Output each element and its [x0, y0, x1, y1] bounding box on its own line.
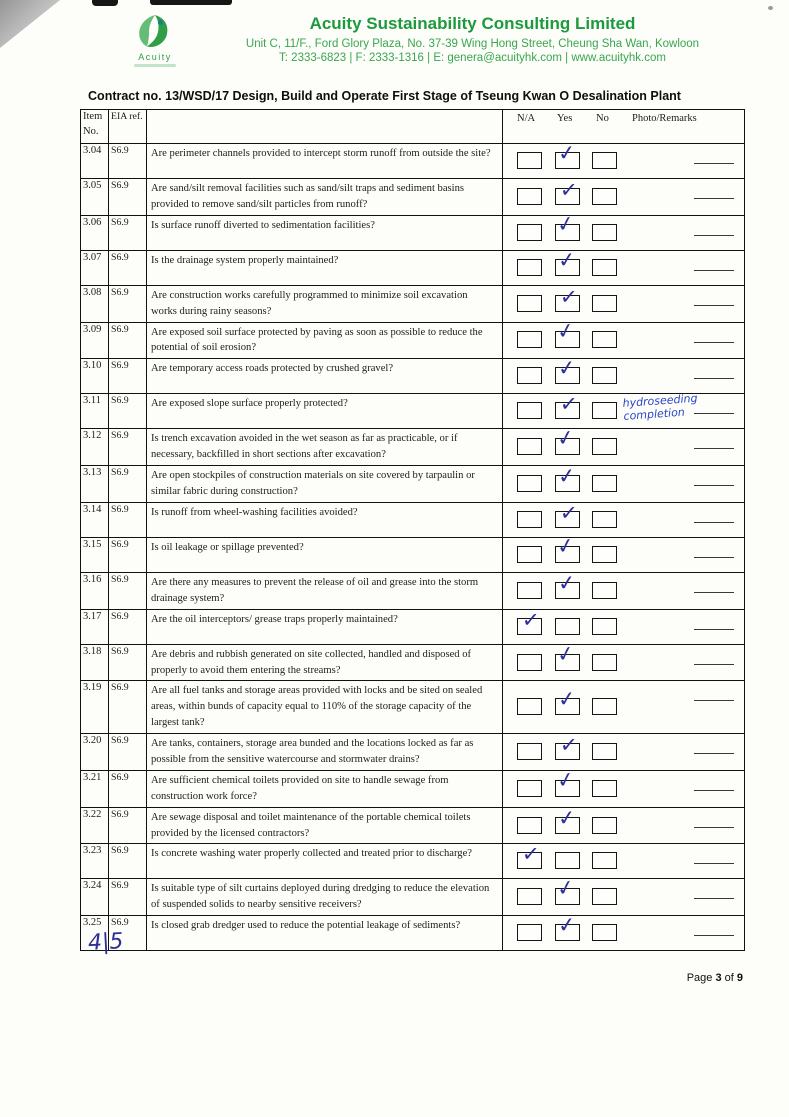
eia-ref: S6.9 [109, 216, 147, 250]
item-no: 3.12 [81, 429, 109, 465]
remarks-underline [694, 198, 734, 199]
header-eia-ref: EIA ref. [109, 110, 147, 143]
eia-ref: S6.9 [109, 645, 147, 681]
item-no: 3.22 [81, 808, 109, 844]
remarks-underline [694, 935, 734, 936]
checkbox-yes[interactable] [555, 391, 580, 419]
item-no: 3.16 [81, 573, 109, 609]
checkbox-yes[interactable] [555, 732, 580, 760]
table-row [81, 391, 744, 429]
answer-cell [503, 640, 744, 681]
checkbox-no[interactable] [592, 852, 617, 869]
checkbox-na[interactable] [517, 546, 542, 563]
checkbox-yes[interactable] [555, 500, 580, 528]
checkbox-na[interactable] [517, 475, 542, 492]
remarks-underline [694, 790, 734, 791]
table-row [81, 355, 744, 394]
table-row [81, 734, 744, 771]
item-no: 3.15 [81, 538, 109, 572]
acuity-leaf-icon [133, 12, 177, 52]
table-row [81, 246, 744, 286]
checkbox-na[interactable] [517, 780, 542, 797]
eia-ref: S6.9 [109, 879, 147, 915]
checkbox-yes[interactable] [554, 766, 580, 797]
question-text: Is the drainage system properly maintained? [147, 251, 503, 285]
checkbox-no[interactable] [592, 817, 617, 834]
checkbox-yes[interactable] [555, 140, 580, 169]
checkbox-yes[interactable] [554, 424, 580, 455]
checkmark-icon: ✓ [554, 640, 577, 668]
table-row [81, 286, 744, 323]
checkbox-na[interactable] [517, 511, 542, 528]
question-text: Are the oil interceptors/ grease traps properly maintained? [147, 610, 503, 644]
item-no: 3.07 [81, 251, 109, 285]
eia-ref: S6.9 [109, 466, 147, 502]
logo-tagline [134, 64, 176, 67]
checkmark-icon: ✓ [556, 804, 577, 831]
company-contact: T: 2333-6823 | F: 2333-1316 | E: genera@acuityhk.com | www.acuityhk.com [279, 51, 666, 64]
checkbox-no[interactable] [592, 331, 617, 348]
table-row [81, 640, 744, 682]
checkbox-na[interactable] [517, 152, 542, 169]
table-row [81, 140, 744, 179]
checkbox-yes[interactable] [555, 912, 580, 941]
item-no: 3.14 [81, 503, 109, 537]
answer-cell [503, 286, 744, 322]
checkmark-icon: ✓ [556, 912, 577, 939]
eia-ref: S6.9 [109, 286, 147, 322]
remarks-underline [694, 664, 734, 665]
answer-cell [503, 844, 744, 878]
checkbox-no[interactable] [592, 511, 617, 528]
item-no: 3.20 [81, 734, 109, 770]
remarks-underline [694, 557, 734, 558]
question-text: Is concrete washing water properly collected and treated prior to discharge? [147, 844, 503, 878]
table-row [81, 681, 744, 734]
remarks-underline [694, 378, 734, 379]
checkbox-na[interactable] [517, 402, 542, 419]
checkmark-icon: ✓ [559, 732, 579, 758]
checkbox-yes[interactable] [555, 355, 580, 384]
checkbox-na[interactable] [517, 817, 542, 834]
remarks-underline [694, 863, 734, 864]
eia-ref: S6.9 [109, 734, 147, 770]
letterhead-text [190, 14, 755, 64]
checkmark-icon: ✓ [559, 284, 579, 310]
eia-ref: S6.9 [109, 808, 147, 844]
checkbox-no[interactable] [592, 924, 617, 941]
answer-cell [503, 210, 744, 250]
remarks-underline [694, 753, 734, 754]
remarks-underline [694, 448, 734, 449]
item-no: 3.10 [81, 359, 109, 393]
checkbox-yes[interactable] [555, 284, 580, 312]
answer-cell [503, 355, 744, 393]
checkbox-na[interactable] [517, 295, 542, 312]
checkmark-icon: ✓ [556, 569, 577, 596]
table-row [81, 607, 744, 645]
checkmark-icon: ✓ [554, 210, 577, 238]
question-text: Are exposed soil surface protected by paving as soon as possible to reduce the potential of soil erosion? [147, 323, 503, 359]
checkbox-no[interactable] [592, 475, 617, 492]
question-text: Is oil leakage or spillage prevented? [147, 538, 503, 572]
table-row [81, 210, 744, 251]
question-text: Are sufficient chemical toilets provided on site to handle sewage from construction work force? [147, 771, 503, 807]
checkbox-no[interactable] [592, 188, 617, 205]
eia-ref: S6.9 [109, 771, 147, 807]
checkmark-icon: ✓ [556, 140, 577, 166]
page-total: 9 [736, 972, 743, 984]
answer-cell [503, 532, 744, 572]
table-row [81, 804, 744, 845]
answer-cell [503, 500, 744, 537]
checkbox-no[interactable] [592, 888, 617, 905]
checkbox-na[interactable] [517, 842, 542, 869]
handwritten-page-mark: 4|5 [87, 929, 125, 956]
question-text: Is runoff from wheel-washing facilities avoided? [147, 503, 503, 537]
checkbox-no[interactable] [592, 152, 617, 169]
eia-ref: S6.9 [109, 610, 147, 644]
checkmark-icon: ✓ [556, 463, 577, 489]
question-text: Are all fuel tanks and storage areas provided with locks and be sited on sealed areas, within bunds of capacity equal to 110% of the storage capacity of the largest tank? [147, 681, 503, 733]
table-row [81, 874, 744, 916]
checkmark-icon: ✓ [556, 686, 577, 713]
table-row [81, 766, 744, 808]
eia-ref: S6.9 [109, 503, 147, 537]
checkmark-icon: ✓ [554, 318, 577, 345]
eia-ref: S6.9 [109, 844, 147, 878]
header-item-line2: No. [83, 126, 99, 137]
answer-cell [503, 734, 744, 770]
checkbox-no[interactable] [592, 224, 617, 241]
checkbox-yes[interactable] [555, 569, 580, 599]
eia-ref: S6.9 [109, 681, 147, 733]
checkbox-no[interactable] [592, 582, 617, 599]
answer-cell [503, 874, 744, 915]
checkbox-na[interactable] [517, 698, 542, 715]
letterhead [0, 10, 789, 94]
table-row [81, 532, 744, 573]
contract-title: Contract no. 13/WSD/17 Design, Build and Operate First Stage of Tseung Kwan O Desalination Plant [88, 89, 681, 103]
checkbox-na[interactable] [517, 224, 542, 241]
table-row [81, 912, 744, 950]
checkbox-no[interactable] [592, 259, 617, 276]
checkbox-yes[interactable] [555, 852, 580, 869]
remarks-underline [694, 305, 734, 306]
page-of: of [721, 972, 737, 984]
checkmark-icon: ✓ [559, 391, 579, 417]
checkbox-na[interactable] [517, 259, 542, 276]
remarks-underline [694, 235, 734, 236]
table-row [81, 463, 744, 503]
answer-cell [503, 569, 744, 609]
checkbox-na[interactable] [517, 924, 542, 941]
question-text: Are debris and rubbish generated on site collected, handled and disposed of properly to avoid them entering the streams? [147, 645, 503, 681]
checkmark-icon: ✓ [556, 246, 577, 273]
table-row [81, 844, 744, 879]
question-text: Are temporary access roads protected by crushed gravel? [147, 359, 503, 393]
item-no: 3.18 [81, 645, 109, 681]
remarks-underline [694, 592, 734, 593]
item-no: 3.17 [81, 610, 109, 644]
question-text: Is trench excavation avoided in the wet season as far as practicable, or if necessary, backfilled in short sections after excavation? [147, 429, 503, 465]
item-no: 3.08 [81, 286, 109, 322]
header-na: N/A [517, 113, 536, 124]
checkbox-yes[interactable] [554, 640, 580, 671]
checkmark-icon: ✓ [554, 424, 577, 452]
item-no: 3.09 [81, 323, 109, 359]
question-text: Are exposed slope surface properly protected? [147, 394, 503, 428]
table-row [81, 500, 744, 538]
checkmark-icon: ✓ [521, 842, 541, 867]
answer-cell [503, 804, 744, 844]
eia-ref: S6.9 [109, 251, 147, 285]
question-text: Are tanks, containers, storage area bunded and the locations locked as far as possible from the sensitive watercourse and stormwater drains? [147, 734, 503, 770]
page-current: 3 [715, 972, 722, 984]
checkbox-na[interactable] [517, 743, 542, 760]
header-item-line1: Item [83, 111, 103, 122]
answer-cell [503, 140, 744, 178]
checkbox-na[interactable] [517, 654, 542, 671]
eia-ref: S6.9 [109, 359, 147, 393]
header-no: No [596, 113, 609, 124]
eia-ref: S6.9 [109, 538, 147, 572]
checkbox-no[interactable] [592, 402, 617, 419]
checkbox-yes[interactable] [555, 618, 580, 635]
scan-artifact [92, 0, 118, 6]
eia-ref: S6.9 [109, 394, 147, 428]
eia-ref: S6.9 [109, 573, 147, 609]
checkbox-no[interactable] [592, 698, 617, 715]
checkbox-no[interactable] [592, 546, 617, 563]
remarks-underline [694, 629, 734, 630]
company-address: Unit C, 11/F., Ford Glory Plaza, No. 37-39 Wing Hong Street, Cheung Sha Wan, Kowloon [245, 37, 700, 50]
eia-ref: S6.9 [109, 323, 147, 359]
checkbox-na[interactable] [517, 331, 542, 348]
checkbox-na[interactable] [517, 367, 542, 384]
table-header-row [81, 110, 744, 144]
checkmark-icon: ✓ [554, 532, 577, 560]
company-logo [127, 12, 183, 67]
answer-cell [503, 318, 744, 359]
header-remarks: Photo/Remarks [632, 113, 697, 124]
checkbox-yes[interactable] [555, 463, 580, 492]
answer-cell [503, 607, 744, 644]
checkbox-no[interactable] [592, 295, 617, 312]
item-no: 3.13 [81, 466, 109, 502]
header-item-no [81, 110, 109, 143]
checkmark-icon: ✓ [554, 874, 577, 902]
checkbox-yes[interactable] [555, 177, 580, 205]
checklist-table [80, 109, 745, 951]
checkbox-no[interactable] [592, 618, 617, 635]
checkmark-icon: ✓ [554, 766, 577, 794]
header-question [147, 110, 503, 143]
table-row [81, 424, 744, 466]
answer-cell [503, 424, 744, 465]
checkbox-yes[interactable] [555, 686, 580, 715]
checkmark-icon: ✓ [521, 607, 541, 633]
answer-cell [503, 681, 744, 733]
remarks-underline [694, 270, 734, 271]
question-text: Are construction works carefully programmed to minimize soil excavation works during rainy seasons? [147, 286, 503, 322]
question-text: Are perimeter channels provided to intercept storm runoff from outside the site? [147, 144, 503, 178]
page-number [687, 972, 743, 984]
item-no: 3.23 [81, 844, 109, 878]
checkbox-no[interactable] [592, 654, 617, 671]
remarks-underline [694, 342, 734, 343]
checkmark-icon: ✓ [556, 355, 577, 382]
checkbox-yes[interactable] [555, 804, 580, 834]
question-text: Are open stockpiles of construction materials on site covered by tarpaulin or similar fabric during construction? [147, 466, 503, 502]
item-no: 3.05 [81, 179, 109, 215]
checkbox-yes[interactable] [554, 874, 580, 905]
checkbox-yes[interactable] [554, 318, 580, 348]
answer-cell [503, 391, 744, 428]
page-prefix: Page [686, 972, 716, 984]
remarks-underline [694, 898, 734, 899]
question-text: Is closed grab dredger used to reduce the potential leakage of sediments? [147, 916, 503, 950]
checkbox-na[interactable] [517, 582, 542, 599]
item-no: 3.06 [81, 216, 109, 250]
scan-artifact [150, 0, 232, 5]
company-name: Acuity Sustainability Consulting Limited [309, 14, 636, 33]
table-row [81, 569, 744, 610]
answer-cell [503, 463, 744, 502]
checkbox-yes[interactable] [554, 210, 580, 241]
checkbox-no[interactable] [592, 438, 617, 455]
checkbox-no[interactable] [592, 743, 617, 760]
remarks-underline [694, 163, 734, 164]
answer-cell [503, 766, 744, 807]
checkbox-na[interactable] [517, 438, 542, 455]
checkbox-yes[interactable] [555, 246, 580, 276]
checkmark-icon: ✓ [559, 500, 579, 526]
remarks-underline [694, 827, 734, 828]
eia-ref: S6.9 [109, 916, 147, 950]
checkmark-icon: ✓ [559, 177, 579, 203]
handwritten-remark: hydroseeding completion [622, 392, 698, 423]
item-no: 3.11 [81, 394, 109, 428]
eia-ref: S6.9 [109, 429, 147, 465]
remarks-underline [694, 522, 734, 523]
answer-cell [503, 179, 744, 215]
checkbox-yes[interactable] [554, 532, 580, 563]
header-yes: Yes [557, 113, 573, 124]
question-text: Is surface runoff diverted to sedimentation facilities? [147, 216, 503, 250]
question-text: Are sand/silt removal facilities such as sand/silt traps and sediment basins provided to remove sand/silt particles from runoff? [147, 179, 503, 215]
checkbox-na[interactable] [517, 188, 542, 205]
item-no: 3.04 [81, 144, 109, 178]
answer-cell [503, 912, 744, 950]
item-no: 3.21 [81, 771, 109, 807]
logo-text: Acuity [138, 52, 172, 62]
checkbox-na[interactable] [517, 888, 542, 905]
table-row [81, 318, 744, 360]
item-no: 3.24 [81, 879, 109, 915]
eia-ref: S6.9 [109, 179, 147, 215]
remarks-underline [694, 700, 734, 701]
question-text: Are there any measures to prevent the release of oil and grease into the storm drainage system? [147, 573, 503, 609]
table-row [81, 179, 744, 216]
item-no: 3.19 [81, 681, 109, 733]
checkbox-no[interactable] [592, 367, 617, 384]
answer-cell [503, 246, 744, 285]
table-body [81, 140, 744, 950]
checkbox-na[interactable] [517, 607, 542, 635]
checkbox-no[interactable] [592, 780, 617, 797]
header-answers [503, 110, 744, 143]
item-no: 3.25 [81, 916, 109, 950]
question-text: Is suitable type of silt curtains deployed during dredging to reduce the elevation of suspended solids to nearby sensitive receivers? [147, 879, 503, 915]
eia-ref: S6.9 [109, 144, 147, 178]
question-text: Are sewage disposal and toilet maintenance of the portable chemical toilets provided by the licensed contractors? [147, 808, 503, 844]
remarks-underline [694, 485, 734, 486]
